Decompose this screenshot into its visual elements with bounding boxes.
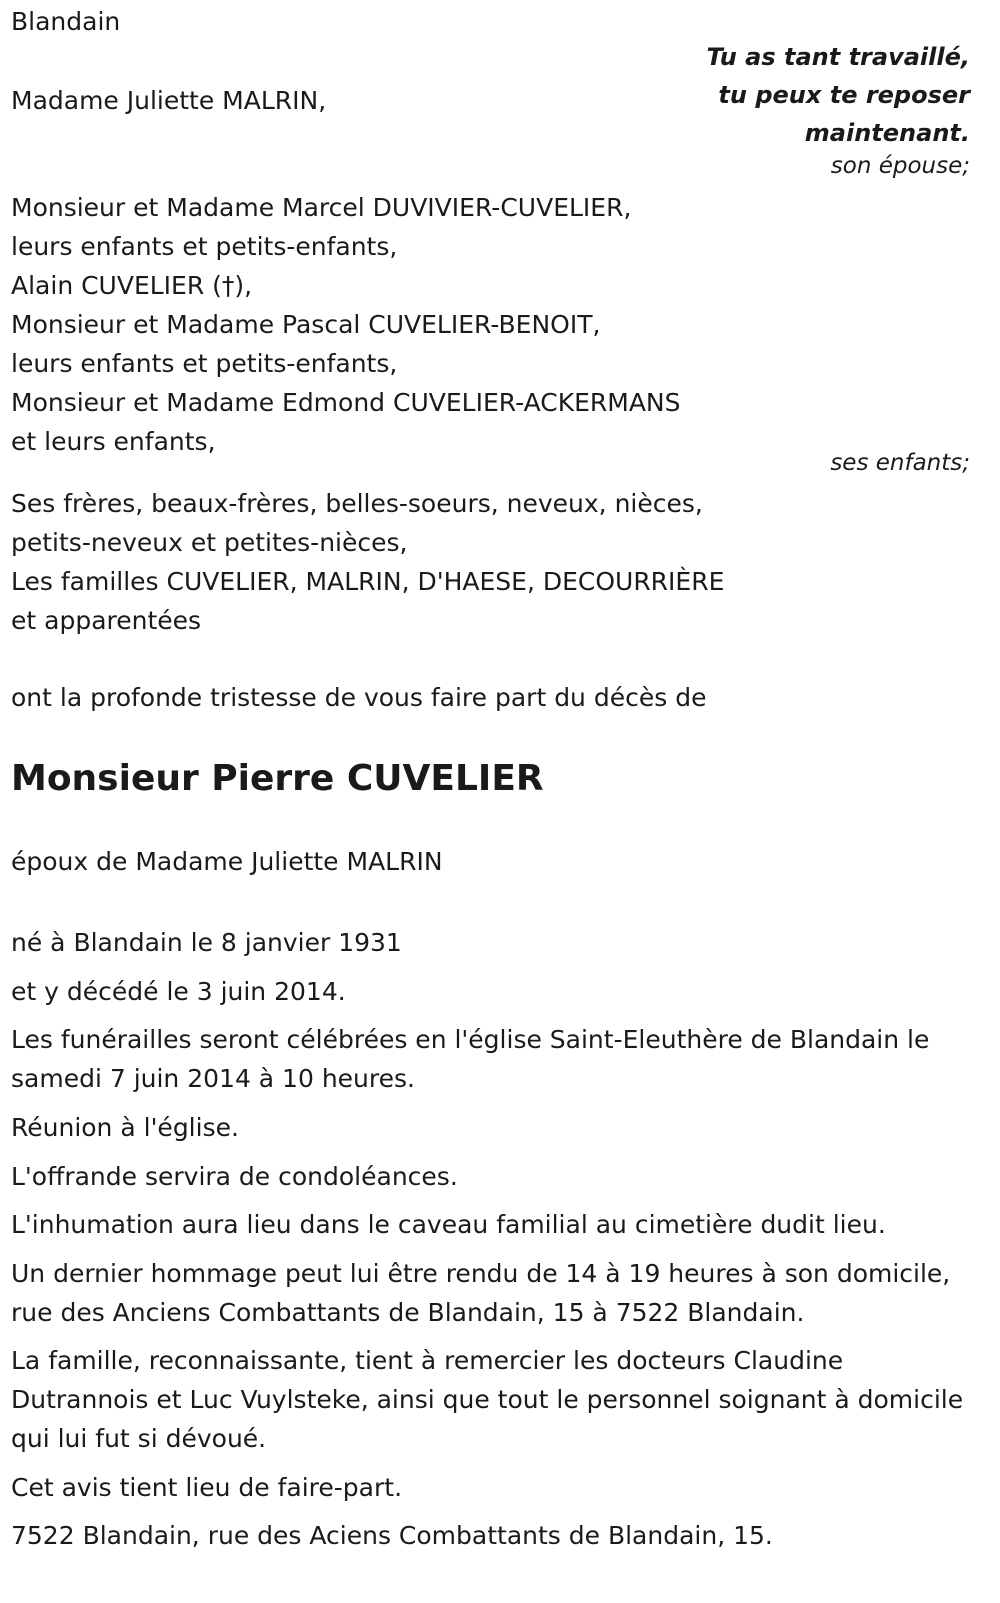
quote-line-1: Tu as tant travaillé, (706, 43, 970, 71)
birth-text: né à Blandain le 8 janvier 1931 (11, 928, 402, 957)
memorial-quote (706, 38, 970, 152)
children-line-1: Monsieur et Madame Marcel DUVIVIER-CUVELIER, (11, 193, 632, 222)
meeting-text: Réunion à l'église. (11, 1113, 239, 1142)
children-line-7: et leurs enfants, (11, 427, 216, 456)
children-line-6: Monsieur et Madame Edmond CUVELIER-ACKERMANS (11, 388, 681, 417)
thanks-text: La famille, reconnaissante, tient à remercier les docteurs Claudine Dutrannois et Luc Vuylsteke, ainsi que tout le personnel soignant à domicile qui lui fut si dévoué. (11, 1346, 964, 1453)
announcement-text: ont la profonde tristesse de vous faire part du décès de (11, 683, 707, 712)
children-line-5: leurs enfants et petits-enfants, (11, 349, 398, 378)
children-line-4: Monsieur et Madame Pascal CUVELIER-BENOIT, (11, 310, 601, 339)
spouse-of-text: époux de Madame Juliette MALRIN (11, 847, 443, 876)
relatives-line-2: petits-neveux et petites-nièces, (11, 528, 408, 557)
quote-line-2: tu peux te reposer (718, 81, 970, 109)
relatives-line-3: Les familles CUVELIER, MALRIN, D'HAESE, DECOURRIÈRE (11, 567, 725, 596)
deceased-name: Monsieur Pierre CUVELIER (11, 758, 544, 799)
burial-text: L'inhumation aura lieu dans le caveau familial au cimetière dudit lieu. (11, 1210, 886, 1239)
location-header: Blandain (11, 7, 121, 36)
spouse-name: Madame Juliette MALRIN, (11, 86, 327, 115)
spouse-role: son épouse; (830, 153, 970, 179)
death-text: et y décédé le 3 juin 2014. (11, 977, 346, 1006)
children-list (11, 188, 681, 461)
children-line-2: leurs enfants et petits-enfants, (11, 232, 398, 261)
children-line-3: Alain CUVELIER (†), (11, 271, 253, 300)
offering-text: L'offrande servira de condoléances. (11, 1162, 458, 1191)
quote-line-3: maintenant. (804, 119, 970, 147)
relatives-line-1: Ses frères, beaux-frères, belles-soeurs, neveux, nièces, (11, 489, 703, 518)
relatives-list (11, 484, 724, 640)
children-role: ses enfants; (830, 450, 970, 476)
relatives-line-4: et apparentées (11, 606, 202, 635)
tribute-text: Un dernier hommage peut lui être rendu de 14 à 19 heures à son domicile, rue des Anciens Combattants de Blandain, 15 à 7522 Blandain. (11, 1259, 951, 1327)
funeral-text: Les funérailles seront célébrées en l'église Saint-Eleuthère de Blandain le samedi 7 juin 2014 à 10 heures. (11, 1025, 930, 1093)
address-text: 7522 Blandain, rue des Aciens Combattants de Blandain, 15. (11, 1521, 773, 1550)
notice-text: Cet avis tient lieu de faire-part. (11, 1473, 403, 1502)
